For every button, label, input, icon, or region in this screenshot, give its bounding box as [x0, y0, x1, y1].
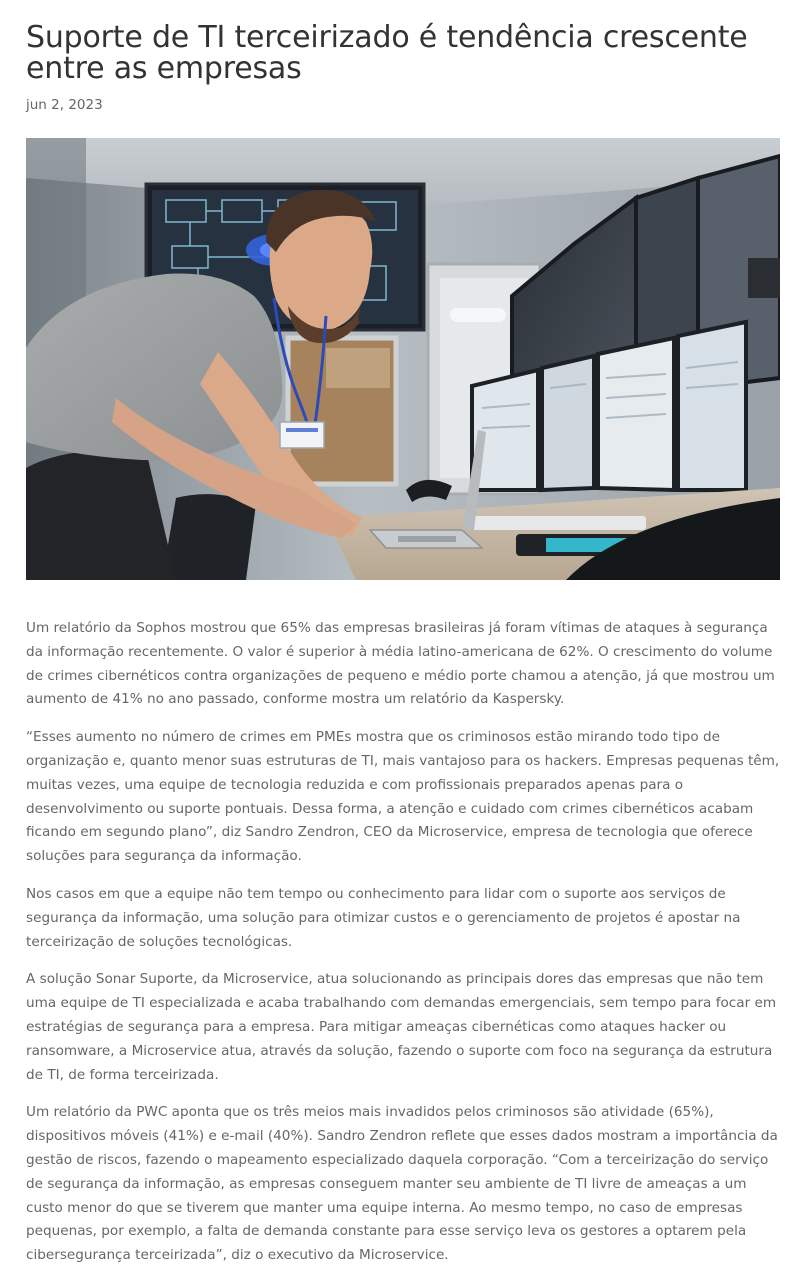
paragraph: Nos casos em que a equipe não tem tempo ou conhecimento para lidar com o suporte aos serviços de segurança da informação, uma solução para otimizar custos e o gerenciamento de projetos é apostar na terceirização de soluções tecnológicas.: [26, 885, 741, 950]
paragraph: “Esses aumento no número de crimes em PMEs mostra que os criminosos estão mirando todo tipo de organização e, quanto menor suas estruturas de TI, mais vantajoso para os hackers. Empresas pequenas têm, muitas vezes, uma equipe de tecnologia reduzida e com profissionais preparados apenas para o desenvolvimento ou suporte pontuais. Dessa forma, a atenção e cuidado com crimes cibernéticos acabam ficando em segundo plano”, diz Sandro Zendron, CEO da Microservice, empresa de tecnologia que oferece soluções para segurança da informação.: [26, 729, 780, 865]
article-title: Suporte de TI terceirizado é tendência crescente entre as empresas: [26, 20, 748, 86]
paragraph: A solução Sonar Suporte, da Microservice, atua solucionando as principais dores das empresas que não tem uma equipe de TI especializada e acaba trabalhando com demandas emergenciais, sem tempo para focar em estratégias de segurança para a empresa. Para mitigar ameaças cibernéticas como ataques hacker ou ransomware, a Microservice atua, através da solução, fazendo o suporte com foco na segurança da estrutura de TI, de forma terceirizada.: [26, 971, 777, 1083]
paragraph: Um relatório da Sophos mostrou que 65% das empresas brasileiras já foram vítimas de ataques à segurança da informação recentemente. O valor é superior à média latino-americana de 62%. O crescimento do volume de crimes cibernéticos contra organizações de pequeno e médio porte chamou a atenção, já que mostrou um aumento de 41% no ano passado, conforme mostra um relatório da Kaspersky.: [26, 620, 775, 708]
paragraph: Um relatório da PWC aponta que os três meios mais invadidos pelos criminosos são atividade (65%), dispositivos móveis (41%) e e-mail (40%). Sandro Zendron reflete que esses dados mostram a importância da gestão de riscos, fazendo o mapeamento especializado daquela corporação. “Com a terceirização do serviço de segurança da informação, as empresas conseguem manter seu ambiente de TI livre de ameaças a um custo menor do que se tiverem que manter uma equipe interna. Ao mesmo tempo, no caso de empresas pequenas, por exemplo, a falta de demanda constante para esse serviço leva os gestores a optarem pela cibersegurança terceirizada”, diz o executivo da Microservice.: [26, 1104, 778, 1264]
hero-photo: [26, 138, 780, 580]
publish-date: jun 2, 2023: [26, 97, 103, 113]
article-body: [26, 617, 780, 1282]
